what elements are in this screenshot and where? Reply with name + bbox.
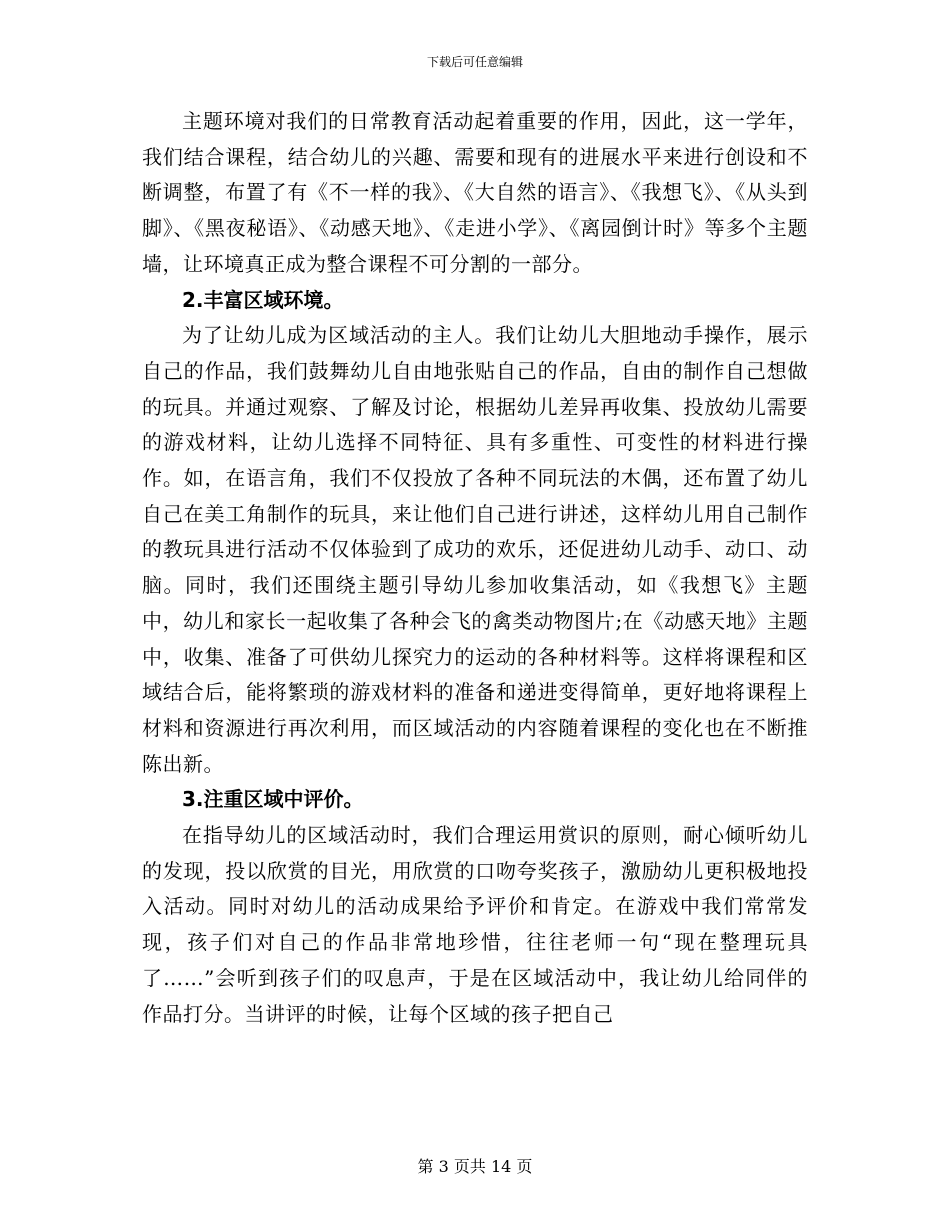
- document-body: [142, 104, 808, 1032]
- paragraph-area-environment: 为了让幼儿成为区域活动的主人。我们让幼儿大胆地动手操作，展示自己的作品，我们鼓舞幼儿自由地张贴自己的作品，自由的制作自己想做的玩具。并通过观察、了解及讨论，根据幼儿差异再收集、投放幼儿需要的游戏材料，让幼儿选择不同特征、具有多重性、可变性的材料进行操作。如，在语言角，我们不仅投放了各种不同玩法的木偶，还布置了幼儿自己在美工角制作的玩具，来让他们自己进行讲述，这样幼儿用自己制作的教玩具进行活动不仅体验到了成功的欢乐，还促进幼儿动手、动口、动脑。同时，我们还围绕主题引导幼儿参加收集活动，如《我想飞》主题中，幼儿和家长一起收集了各种会飞的禽类动物图片;在《动感天地》主题中，收集、准备了可供幼儿探究力的运动的各种材料等。这样将课程和区域结合后，能将繁琐的游戏材料的准备和递进变得简单，更好地将课程上材料和资源进行再次利用，而区域活动的内容随着课程的变化也在不断推陈出新。: [142, 323, 808, 776]
- paragraph-area-evaluation: 在指导幼儿的区域活动时，我们合理运用赏识的原则，耐心倾听幼儿的发现，投以欣赏的目光，用欣赏的口吻夸奖孩子，激励幼儿更积极地投入活动。同时对幼儿的活动成果给予评价和肯定。在游戏中我们常常发现，孩子们对自己的作品非常地珍惜，往往老师一句“现在整理玩具了……”会听到孩子们的叹息声，于是在区域活动中，我让幼儿给同伴的作品打分。当讲评的时候，让每个区域的孩子把自己: [142, 823, 808, 1026]
- paragraph-theme-environment: 主题环境对我们的日常教育活动起着重要的作用，因此，这一学年，我们结合课程，结合幼儿的兴趣、需要和现有的进展水平来进行创设和不断调整，布置了有《不一样的我》、《大自然的语言》、《我想飞》、《从头到脚》、《黑夜秘语》、《动感天地》、《走进小学》、《离园倒计时》等多个主题墙，让环境真正成为整合课程不可分割的一部分。: [142, 109, 808, 276]
- section-heading-area-evaluation: 3.注重区域中评价。: [182, 787, 364, 812]
- page-header-note: 下载后可任意编辑: [426, 55, 523, 69]
- page-number-footer: 第 3 页共 14 页: [417, 1157, 533, 1176]
- section-heading-area-environment: 2.丰富区域环境。: [182, 287, 344, 312]
